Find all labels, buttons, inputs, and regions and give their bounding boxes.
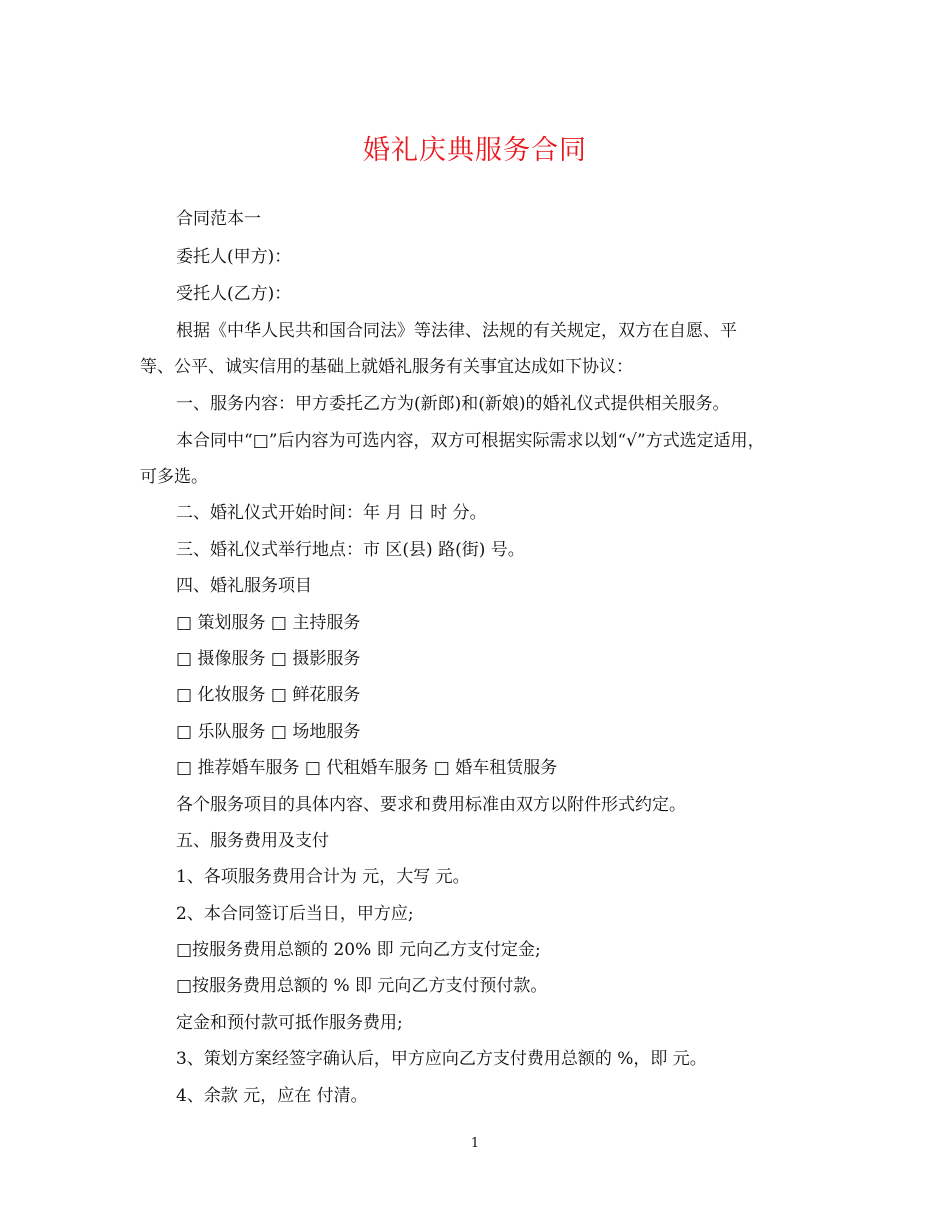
party-b-line: 受托人(乙方)： bbox=[176, 284, 292, 304]
service-options-row-1: □ 策划服务 □ 主持服务 bbox=[176, 613, 361, 633]
plan-confirmation-payment-line: 3、策划方案经签字确认后，甲方应向乙方支付费用总额的 %，即 元。 bbox=[176, 1049, 707, 1069]
service-options-row-2: □ 摄像服务 □ 摄影服务 bbox=[176, 649, 361, 669]
service-options-row-3: □ 化妆服务 □ 鲜花服务 bbox=[176, 685, 361, 705]
deposit-offset-line: 定金和预付款可抵作服务费用; bbox=[176, 1013, 403, 1033]
clause-3-location: 三、婚礼仪式举行地点：市 区(县) 路(街) 号。 bbox=[176, 540, 525, 560]
prepayment-option-line: □按服务费用总额的 % 即 元向乙方支付预付款。 bbox=[176, 976, 548, 996]
preamble-line-2: 等、公平、诚实信用的基础上就婚礼服务有关事宜达成如下协议： bbox=[140, 357, 633, 377]
document-title: 婚礼庆典服务合同 bbox=[363, 135, 587, 166]
page-number: 1 bbox=[470, 1136, 480, 1151]
party-a-line: 委托人(甲方)： bbox=[176, 247, 292, 267]
deposit-option-line: □按服务费用总额的 20% 即 元向乙方支付定金; bbox=[176, 940, 541, 960]
service-annex-note: 各个服务项目的具体内容、要求和费用标准由双方以附件形式约定。 bbox=[176, 795, 686, 815]
payment-on-signing-line: 2、本合同签订后当日，甲方应; bbox=[176, 904, 414, 924]
service-options-row-4: □ 乐队服务 □ 场地服务 bbox=[176, 722, 361, 742]
service-options-row-5: □ 推荐婚车服务 □ 代租婚车服务 □ 婚车租赁服务 bbox=[176, 758, 558, 778]
contract-template-label: 合同范本一 bbox=[176, 209, 261, 229]
balance-payment-line: 4、余款 元，应在 付清。 bbox=[176, 1086, 368, 1106]
clause-4-heading: 四、婚礼服务项目 bbox=[176, 576, 312, 596]
optional-note-line-1: 本合同中“□”后内容为可选内容，双方可根据实际需求以划“√”方式选定适用， bbox=[176, 431, 765, 451]
fee-total-line: 1、各项服务费用合计为 元，大写 元。 bbox=[176, 867, 470, 887]
preamble-line-1: 根据《中华人民共和国合同法》等法律、法规的有关规定，双方在自愿、平 bbox=[176, 321, 737, 341]
clause-5-heading: 五、服务费用及支付 bbox=[176, 831, 329, 851]
clause-1-service-content: 一、服务内容：甲方委托乙方为(新郎)和(新娘)的婚礼仪式提供相关服务。 bbox=[176, 394, 730, 414]
clause-2-start-time: 二、婚礼仪式开始时间：年 月 日 时 分。 bbox=[176, 503, 487, 523]
optional-note-line-2: 可多选。 bbox=[140, 467, 208, 487]
